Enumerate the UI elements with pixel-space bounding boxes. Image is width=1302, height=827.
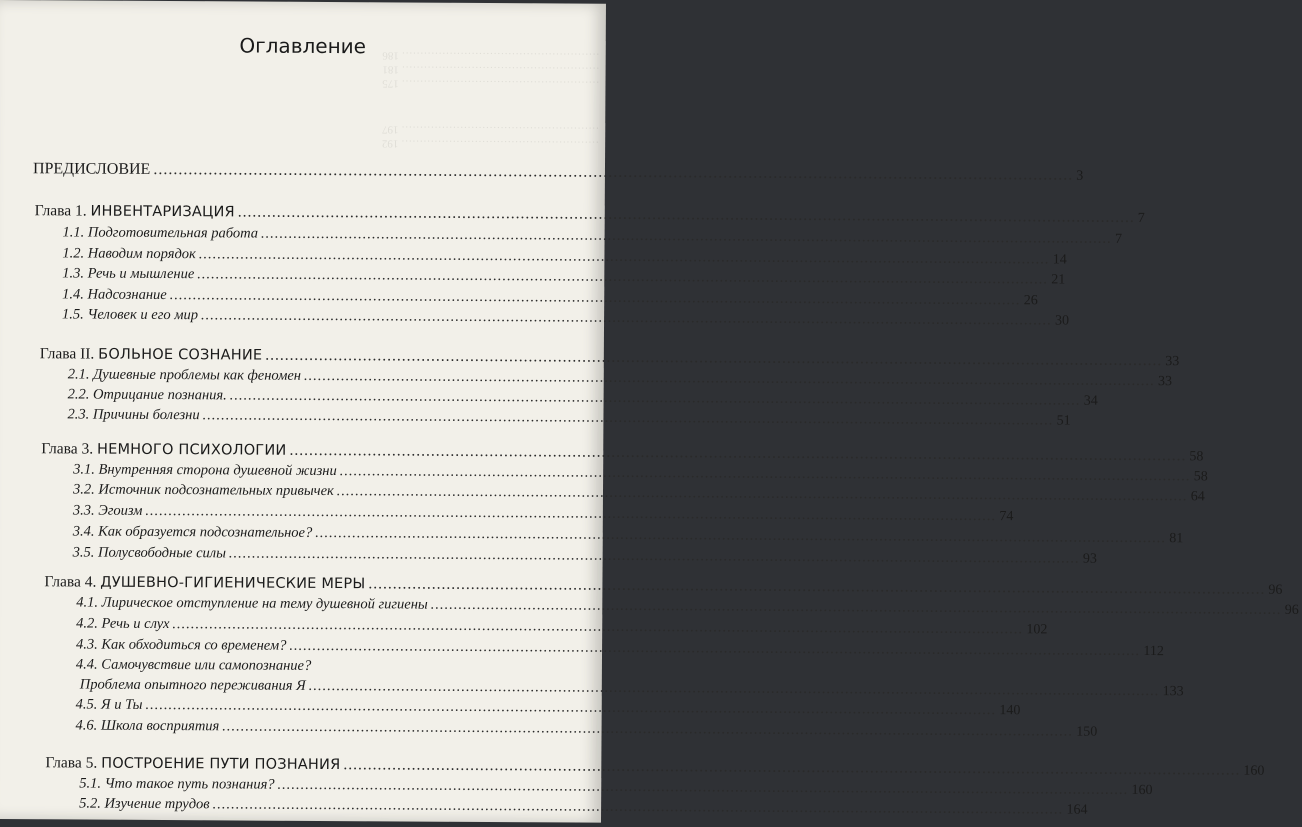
- toc-label: 2.3. Причины болезни: [67, 406, 200, 424]
- chapter-title: ПОСТРОЕНИЕ ПУТИ ПОЗНАНИЯ: [101, 755, 341, 774]
- toc-page-number: 21: [1051, 272, 1066, 288]
- toc-page-number: 3: [1076, 168, 1084, 184]
- toc-label: 4.4. Самочувствие или самопознание?: [75, 656, 312, 674]
- toc-label: 2.2. Отрицание познания.: [67, 386, 227, 404]
- toc-label: 3.2. Источник подсознательных привычек: [72, 481, 334, 500]
- bleed-through-text: ……………………………………………… 175 ……………………………………………… 181 ……………………………………………… 186: [382, 49, 600, 91]
- toc-label: 3.1. Внутренняя сторона душевной жизни: [73, 461, 337, 480]
- dot-leader: [309, 678, 1160, 700]
- toc-label: 5.1. Что такое путь познания?: [79, 775, 275, 793]
- dot-leader: [431, 597, 1282, 619]
- bleed-through-text: ……………………………………………… 192 ……………………………………………… 197: [381, 123, 600, 151]
- toc-label: 4.5. Я и Ты: [75, 696, 143, 713]
- toc-page-number: 74: [999, 509, 1014, 525]
- toc-page-number: 34: [1083, 393, 1098, 409]
- toc-label: 1.3. Речь и мышление: [62, 265, 195, 283]
- toc-label: 1.4. Надсознание: [62, 286, 167, 304]
- chapter-number: Глава 1.: [34, 202, 87, 220]
- toc-entry-preface[interactable]: [32, 160, 1084, 185]
- toc-page-number: 112: [1143, 643, 1164, 660]
- dot-leader: [229, 545, 1080, 567]
- toc-label: 1.1. Подготовительная работа: [62, 224, 259, 242]
- toc-page-number: 58: [1189, 449, 1204, 465]
- toc-label: 2.1. Душевные проблемы как феномен: [67, 366, 302, 384]
- chapter-number: Глава 4.: [44, 573, 97, 591]
- toc-page-number: 160: [1243, 763, 1265, 779]
- chapter-title: ИНВЕНТАРИЗАЦИЯ: [90, 203, 235, 221]
- dot-leader: [278, 777, 1129, 799]
- dot-leader: [368, 575, 1265, 598]
- dot-leader: [153, 161, 1073, 185]
- toc-label: 3.5. Полусвободные силы: [72, 544, 226, 562]
- dot-leader: [238, 203, 1135, 226]
- dot-leader: [203, 407, 1054, 429]
- chapter-number: Глава 3.: [41, 440, 94, 458]
- chapter-number: Глава II.: [39, 345, 95, 363]
- toc-label: 4.2. Речь и слух: [76, 615, 170, 633]
- dot-leader: [222, 718, 1073, 740]
- toc-chapter-1[interactable]: [34, 202, 1145, 227]
- toc-page-number: 133: [1162, 684, 1184, 700]
- toc-section[interactable]: [67, 406, 1071, 431]
- dot-leader: [265, 347, 1162, 370]
- dot-leader: [213, 796, 1064, 818]
- toc-section[interactable]: [79, 795, 1088, 820]
- chapter-title: БОЛЬНОЕ СОЗНАНИЕ: [98, 346, 263, 364]
- dot-leader: [343, 756, 1240, 779]
- chapter-number: Глава 5.: [45, 754, 98, 772]
- toc-page-number: 14: [1052, 252, 1067, 268]
- chapter-title: ДУШЕВНО-ГИГИЕНИЧЕСКИЕ МЕРЫ: [100, 574, 366, 593]
- toc-label: 3.4. Как образуется подсознательное?: [72, 523, 313, 541]
- dot-leader: [289, 442, 1186, 465]
- toc-label: Проблема опытного переживания Я: [79, 676, 306, 694]
- dot-leader: [289, 638, 1140, 660]
- toc-label: 1.2. Наводим порядок: [62, 245, 196, 263]
- toc-page-number: 164: [1066, 802, 1088, 818]
- toc-page-number: 7: [1114, 231, 1123, 247]
- dot-leader: [261, 226, 1112, 248]
- toc-section[interactable]: [72, 544, 1097, 569]
- toc-page-number: 33: [1165, 354, 1180, 370]
- toc-page-number: 160: [1131, 782, 1153, 799]
- toc-label: 5.2. Изучение трудов: [79, 795, 210, 813]
- dot-leader: [199, 246, 1050, 268]
- dot-leader: [230, 387, 1081, 409]
- toc-page-number: 96: [1268, 582, 1283, 598]
- toc-label: 3.3. Эгоизм: [72, 502, 143, 519]
- dot-leader: [197, 266, 1048, 288]
- toc-page-number: 26: [1023, 293, 1038, 309]
- toc-page-number: 51: [1056, 413, 1071, 429]
- toc-page-number: 140: [999, 703, 1021, 719]
- toc-label: 4.1. Лирическое отступление на тему душевной гигиены: [76, 594, 428, 613]
- toc-label: 1.5. Человек и его мир: [62, 306, 199, 324]
- toc-page-number: 150: [1076, 724, 1098, 740]
- chapter-title: НЕМНОГО ПСИХОЛОГИИ: [96, 441, 287, 459]
- toc-page-number: 64: [1190, 489, 1205, 505]
- toc-page-number: 93: [1082, 551, 1097, 567]
- toc-label: 4.6. Школа восприятия: [75, 717, 220, 735]
- dot-leader: [315, 525, 1166, 547]
- dot-leader: [145, 697, 996, 719]
- toc-section[interactable]: [75, 717, 1098, 742]
- toc-label: 4.3. Как обходиться со временем?: [76, 636, 287, 654]
- toc-page-number: 58: [1193, 469, 1208, 485]
- dot-leader: [340, 463, 1191, 485]
- toc-label: ПРЕДИСЛОВИЕ: [32, 160, 151, 178]
- dot-leader: [304, 368, 1155, 390]
- page-title: Оглавление: [239, 33, 367, 59]
- dot-leader: [201, 307, 1052, 329]
- dot-leader: [170, 287, 1021, 309]
- toc-page-number: 30: [1054, 313, 1070, 329]
- toc-page-number: 81: [1169, 531, 1184, 547]
- toc-section[interactable]: [62, 306, 1070, 331]
- dot-leader: [337, 483, 1188, 505]
- toc-page-number: 33: [1157, 374, 1173, 390]
- toc-page-number: 7: [1137, 210, 1145, 226]
- toc-page-number: 102: [1026, 622, 1048, 638]
- dot-leader: [145, 503, 996, 525]
- dot-leader: [172, 616, 1023, 638]
- toc-page-number: 96: [1284, 602, 1299, 618]
